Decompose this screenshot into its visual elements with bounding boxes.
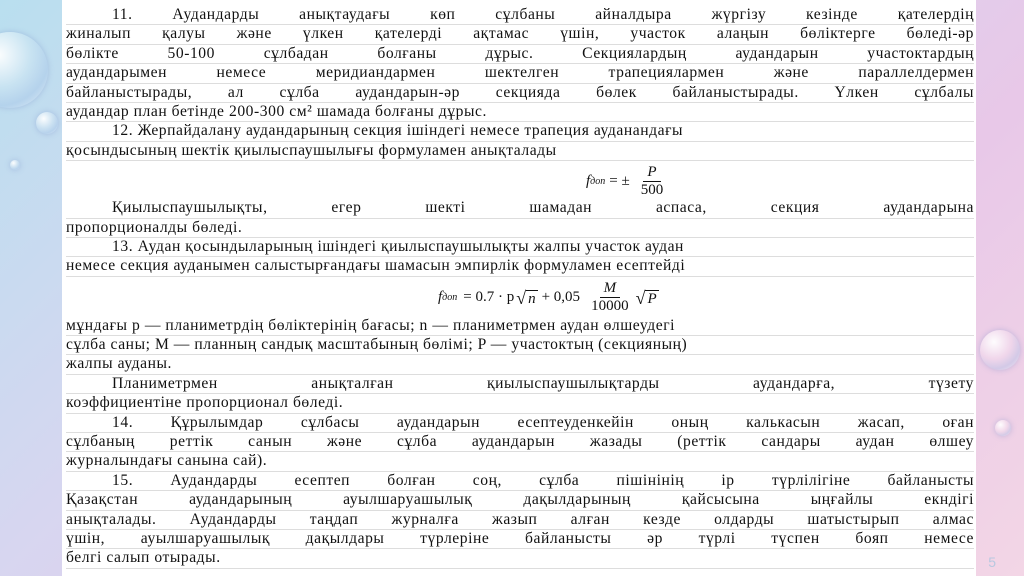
formula1-equals: = ± bbox=[609, 173, 630, 190]
decor-bubble-right bbox=[980, 330, 1020, 370]
formula1-lhs: f bbox=[586, 173, 591, 190]
text-line: мұндағы p — планиметрдің бөліктерінің бағасы; n — планиметрмен аудан өлшеудегі bbox=[66, 317, 974, 336]
text-line: пропорционалды бөледі. bbox=[66, 219, 974, 238]
text-line: журналындағы санына сай). bbox=[66, 452, 974, 471]
text-line: жалпы ауданы. bbox=[66, 355, 974, 374]
formula2-subscript: доп bbox=[442, 291, 458, 303]
text-line: сұлбаның реттік санын және сұлба аудандарын жазады (реттік сандары аудан өлшеу bbox=[66, 433, 974, 452]
text-line: 14. Құрылымдар сұлбасы аудандарын есептеуденкейін оның калькасын жасап, оған bbox=[66, 414, 974, 433]
text-line: 13. Аудан қосындыларының ішіндегі қиылыспаушылықты жалпы участок аудан bbox=[66, 238, 974, 257]
formula-empirical-misclosure bbox=[438, 280, 659, 315]
formula-1 bbox=[66, 161, 974, 199]
formula-limit-misclosure bbox=[586, 164, 670, 199]
text-line: байланыстырады, ал сұлба аудандарын-әр секцияда бөлек байланыстырады. Үлкен сұлбалы bbox=[66, 84, 974, 103]
text-line: Қиылыспаушылықты, егер шекті шамадан аспаса, секция аудандарына bbox=[66, 199, 974, 218]
sqrt-sign-icon: √ bbox=[635, 287, 646, 308]
text-line: 11. Аудандарды анықтаудағы көп сұлбаны айналдыра жүргізу кезінде қателердің bbox=[66, 6, 974, 25]
text-line: аудандарымен немесе меридиандармен шектелген трапециялармен және параллелдермен bbox=[66, 64, 974, 83]
decor-bubble-small bbox=[36, 112, 58, 134]
text-line: қосындысының шектік қиылыспаушылығы формуламен анықталады bbox=[66, 142, 974, 161]
text-line: сұлба саны; M — планның сандық масштабының бөлімі; P — участоктың (секцияның) bbox=[66, 336, 974, 355]
page-number: 5 bbox=[988, 554, 996, 570]
decor-bubble-right-small bbox=[995, 420, 1011, 436]
document-text bbox=[66, 6, 974, 569]
formula1-subscript: доп bbox=[590, 176, 606, 188]
formula2-numerator: M bbox=[600, 280, 621, 298]
formula2-radicand-p: P bbox=[647, 290, 657, 307]
formula1-fraction bbox=[637, 164, 668, 199]
formula1-numerator: P bbox=[643, 164, 660, 182]
text-line: жиналып қалуы және үлкен қателерді ақтамас үшін, участок алаңын бөліктерге бөледі-әр bbox=[66, 25, 974, 44]
text-line: анықталады. Аудандарды таңдап журналға жазып алған кезде олдарды шатыстырып алмас bbox=[66, 511, 974, 530]
text-line: 15. Аудандарды есептеп болған соң, сұлба пішінінің ір түрлілігіне байланысты bbox=[66, 472, 974, 491]
decor-bubble-large bbox=[0, 32, 48, 108]
text-line: белгі салып отырады. bbox=[66, 549, 974, 568]
formula1-denominator: 500 bbox=[640, 182, 664, 199]
decor-bubble-tiny bbox=[10, 160, 20, 170]
text-line: коэффициентіне пропорционал бөледі. bbox=[66, 394, 974, 413]
text-line: бөлікте 50-100 сұлбадан болғаны дұрыс. Секциялардың аудандарын участоктардың bbox=[66, 45, 974, 64]
formula2-radicand-n: n bbox=[528, 290, 536, 307]
text-line: немесе секция ауданымен салыстырғандағы шамасын эмпирлік формуламен есептейді bbox=[66, 257, 974, 276]
formula-2 bbox=[66, 277, 974, 317]
text-line: 12. Жерпайдалану аудандарының секция ішіндегі немесе трапеция ауданандағы bbox=[66, 122, 974, 141]
formula2-plus-term: + 0,05 bbox=[541, 288, 581, 305]
document-page bbox=[62, 0, 976, 576]
text-line: үшін, ауылшаруашылық дақылдары түрлеріне байланысты әр түрлі түспен бояп немесе bbox=[66, 530, 974, 549]
text-line: Қазақстан аудандарының ауылшаруашылық дақылдарының қайсысына ыңғайлы екндігі bbox=[66, 491, 974, 510]
formula2-denominator: 10000 bbox=[591, 297, 629, 314]
formula2-sqrt-n bbox=[516, 288, 537, 307]
formula2-lhs: f bbox=[438, 288, 443, 305]
text-line: аудандар план бетінде 200-300 см² шамада болғаны дұрыс. bbox=[66, 103, 974, 122]
formula2-coefficient: = 0.7 · p bbox=[463, 288, 515, 305]
formula2-sqrt-p bbox=[636, 288, 659, 307]
sqrt-sign-icon: √ bbox=[516, 287, 527, 308]
text-line: Планиметрмен анықталған қиылыспаушылықтарды аудандарға, түзету bbox=[66, 375, 974, 394]
formula2-fraction bbox=[587, 280, 633, 315]
